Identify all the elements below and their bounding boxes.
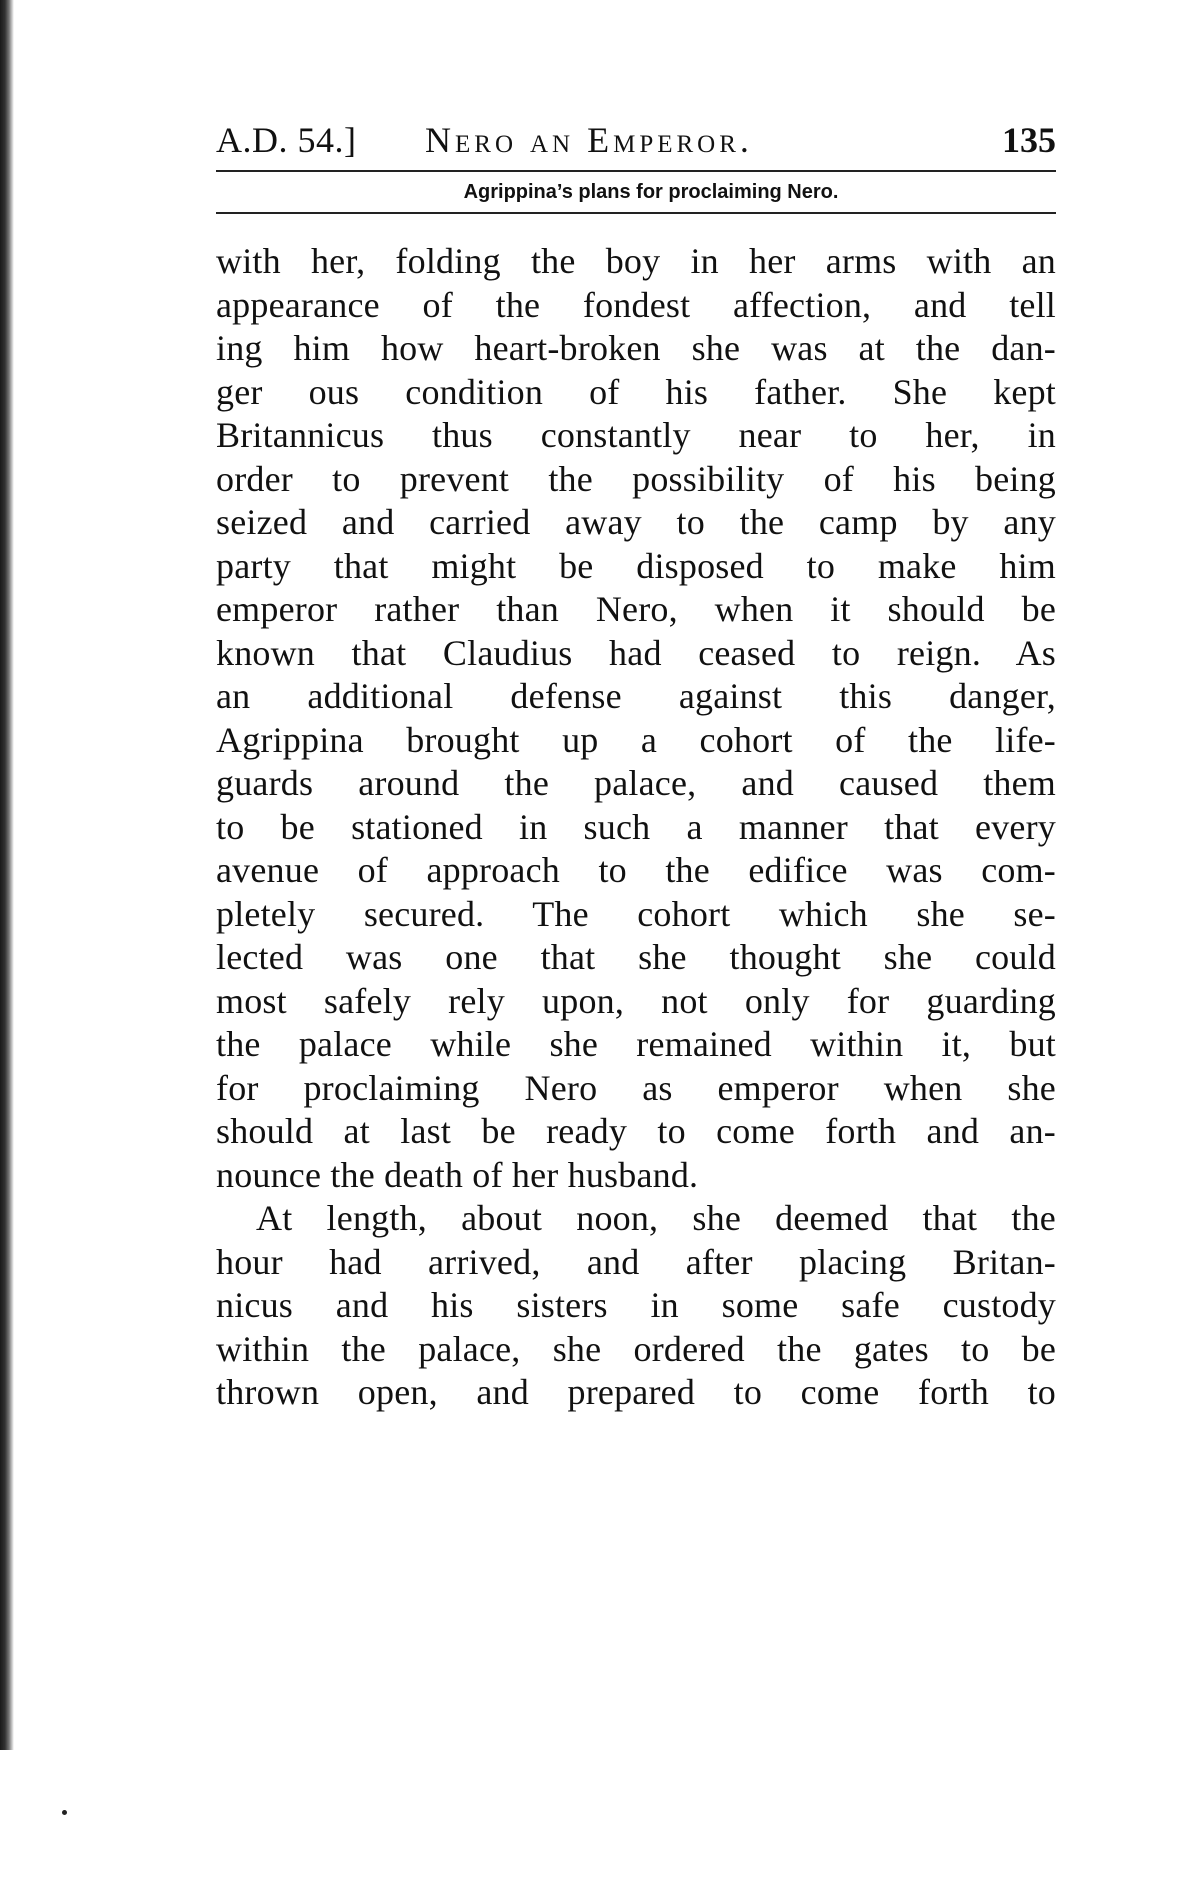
text-line: lected was one that she thought she could <box>216 937 1056 977</box>
text-line: avenue of approach to the edifice was com- <box>216 850 1056 890</box>
text-line: nicus and his sisters in some safe custody <box>216 1285 1056 1325</box>
text-line: the palace while she remained within it, but <box>216 1024 1056 1064</box>
text-line: known that Claudius had ceased to reign. As <box>216 632 1056 673</box>
margin-speck <box>62 1810 67 1815</box>
text-line: At length, about noon, she deemed that the <box>256 1198 1056 1238</box>
text-line: seized and carried away to the camp by any <box>216 502 1056 542</box>
text-line: hour had arrived, and after placing Britan- <box>216 1241 1056 1282</box>
text-line: appearance of the fondest affection, and tell <box>216 284 1056 325</box>
text-line: guards around the palace, and caused them <box>216 763 1056 803</box>
text-line: to be stationed in such a manner that every <box>216 806 1056 847</box>
header-rule-bottom <box>216 212 1056 214</box>
text-line: with her, folding the boy in her arms with an <box>216 241 1056 281</box>
text-line: pletely secured. The cohort which she se- <box>216 893 1056 934</box>
text-line: ger ous condition of his father. She kept <box>216 371 1056 412</box>
page-subheading: Agrippina’s plans for proclaiming Nero. <box>463 181 839 203</box>
text-line: party that might be disposed to make him <box>216 545 1056 586</box>
body-text <box>216 240 1056 1415</box>
text-line: thrown open, and prepared to come forth to <box>216 1372 1056 1412</box>
text-line: most safely rely upon, not only for guarding <box>216 980 1056 1021</box>
book-page <box>216 110 1056 1415</box>
text-line: within the palace, she ordered the gates to be <box>216 1328 1056 1369</box>
chapter-title: Nero an Emperor. <box>425 120 753 160</box>
text-line: emperor rather than Nero, when it should be <box>216 589 1056 629</box>
running-head <box>216 110 1056 170</box>
book-binding-edge <box>0 0 14 1750</box>
text-line: Agrippina brought up a cohort of the life- <box>216 719 1056 760</box>
page-number: 135 <box>1002 120 1056 160</box>
era-label: A.D. 54.] <box>216 120 357 160</box>
text-line: an additional defense against this danger, <box>216 676 1056 716</box>
text-line: for proclaiming Nero as emperor when she <box>216 1067 1056 1108</box>
text-line: should at last be ready to come forth and an- <box>216 1111 1056 1151</box>
text-line: order to prevent the possibility of his being <box>216 458 1056 499</box>
text-line: Britannicus thus constantly near to her, in <box>216 415 1056 455</box>
text-line: ing him how heart-broken she was at the dan- <box>216 328 1056 368</box>
text-line: nounce the death of her husband. <box>216 1154 699 1195</box>
